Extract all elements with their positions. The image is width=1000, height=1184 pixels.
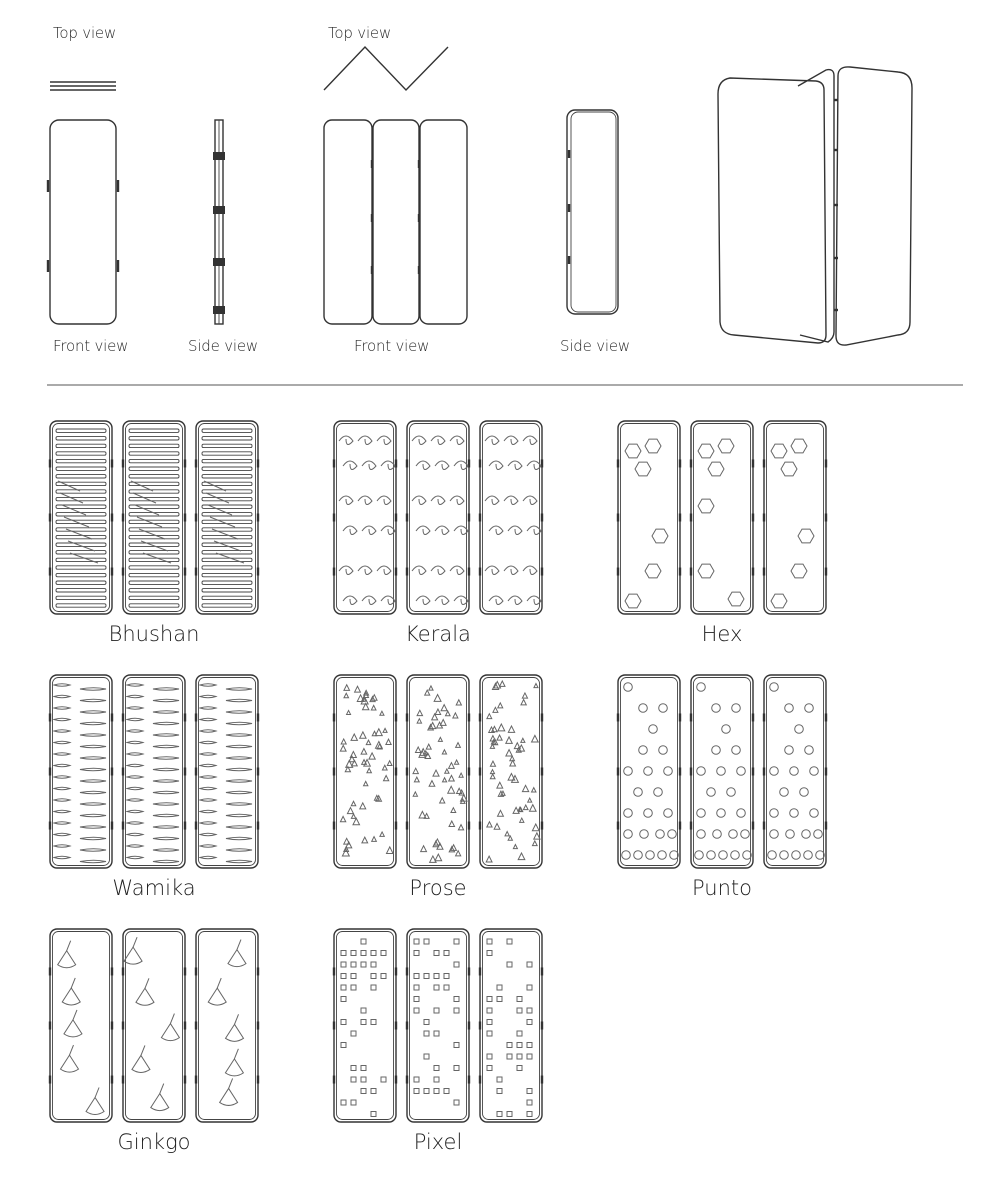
pattern-panel bbox=[123, 421, 185, 614]
pattern-name-hex: Hex bbox=[701, 622, 743, 646]
pattern-hex-group bbox=[618, 421, 826, 614]
pattern-name-bhushan: Bhushan bbox=[108, 622, 200, 646]
triple-front-view-drawing bbox=[324, 120, 467, 324]
pattern-kerala-group bbox=[334, 421, 542, 614]
pattern-panel bbox=[618, 675, 680, 868]
pattern-name-wamika: Wamika bbox=[112, 876, 196, 900]
triple-top-view-label: Top view bbox=[328, 24, 392, 42]
pattern-panel bbox=[480, 421, 542, 614]
single-side-view-label: Side view bbox=[188, 337, 258, 355]
pattern-panel bbox=[407, 421, 469, 614]
pattern-panels bbox=[50, 421, 826, 1122]
single-top-view-drawing bbox=[50, 82, 116, 90]
pattern-name-prose: Prose bbox=[409, 876, 467, 900]
pattern-panel bbox=[618, 421, 680, 614]
pattern-panel bbox=[196, 929, 258, 1122]
triple-side-view-drawing bbox=[567, 110, 618, 314]
pattern-name-ginkgo: Ginkgo bbox=[117, 1130, 191, 1154]
pattern-punto-group bbox=[618, 675, 826, 868]
pattern-bhushan-group bbox=[50, 421, 258, 614]
triple-top-view-drawing bbox=[324, 47, 448, 90]
pattern-prose-group bbox=[334, 675, 542, 868]
pattern-panel bbox=[480, 675, 542, 868]
pattern-ginkgo-group bbox=[50, 929, 258, 1122]
pattern-panel bbox=[50, 929, 112, 1122]
triple-side-view-label: Side view bbox=[560, 337, 630, 355]
triple-front-view-label: Front view bbox=[354, 337, 430, 355]
pattern-panel bbox=[764, 675, 826, 868]
pattern-panel bbox=[123, 929, 185, 1122]
pattern-name-kerala: Kerala bbox=[405, 622, 471, 646]
pattern-panel bbox=[50, 421, 112, 614]
pattern-name-punto: Punto bbox=[692, 876, 752, 900]
pattern-panel bbox=[691, 421, 753, 614]
pattern-pixel-group bbox=[334, 929, 542, 1122]
single-side-view-drawing bbox=[213, 120, 225, 324]
pattern-panel bbox=[196, 421, 258, 614]
pattern-panel bbox=[480, 929, 542, 1122]
perspective-view-drawing bbox=[718, 67, 912, 345]
single-top-view-label: Top view bbox=[53, 24, 117, 42]
pattern-name-pixel: Pixel bbox=[413, 1130, 463, 1154]
single-front-view-label: Front view bbox=[53, 337, 129, 355]
pattern-panel bbox=[691, 675, 753, 868]
pattern-wamika-group bbox=[50, 675, 258, 868]
single-front-view-drawing bbox=[48, 120, 118, 324]
pattern-panel bbox=[334, 421, 396, 614]
pattern-panel bbox=[764, 421, 826, 614]
